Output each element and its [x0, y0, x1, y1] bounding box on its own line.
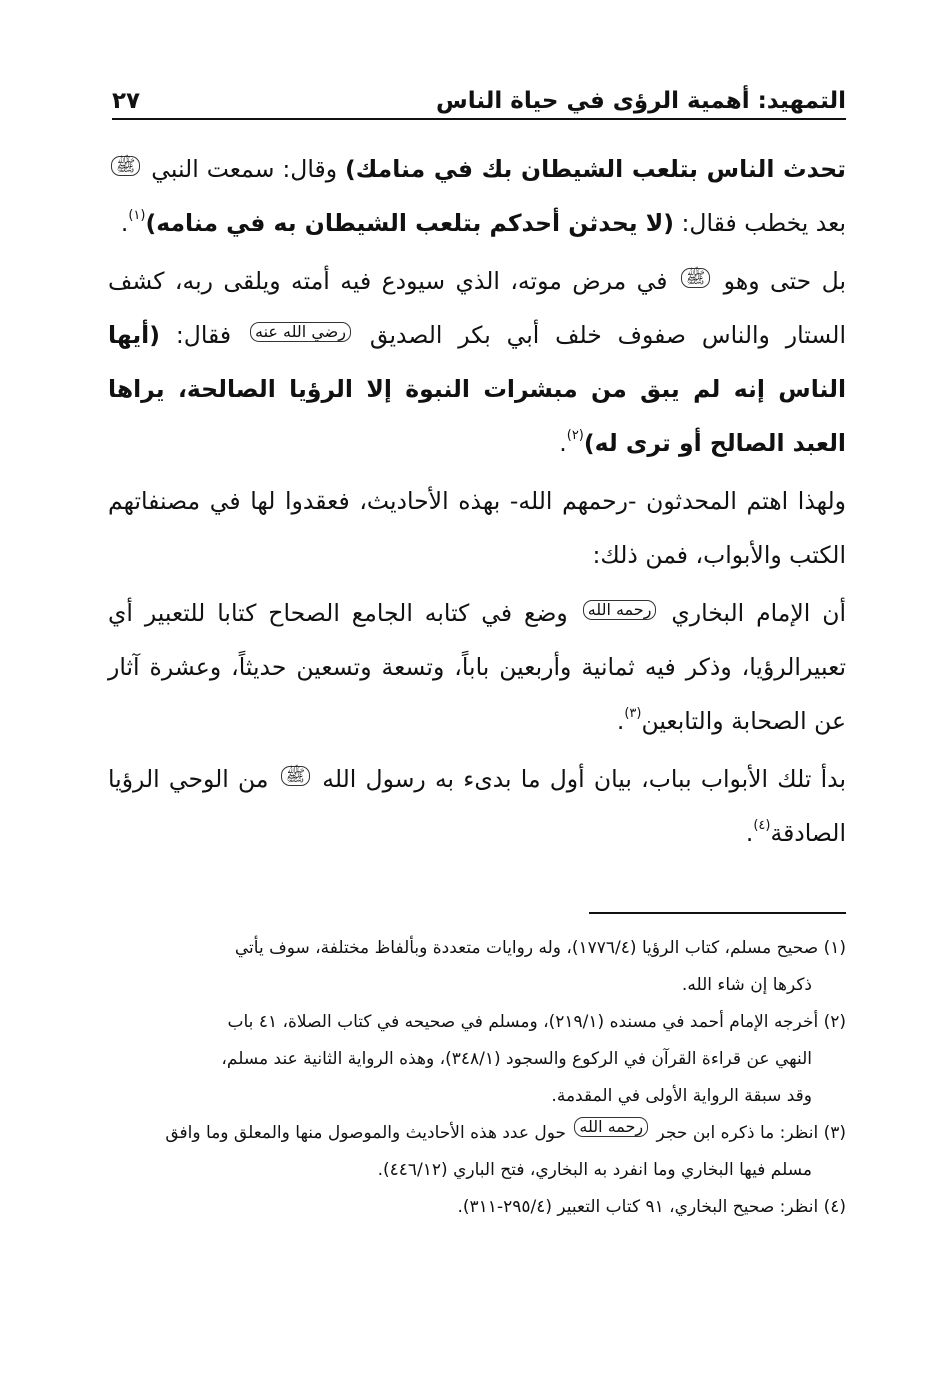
footnote-line: (١) صحيح مسلم، كتاب الرؤيا (١٧٧٦/٤)، وله روايات متعددة وبألفاظ مختلفة، سوف يأتي [234, 938, 846, 958]
footnote-line: حول عدد هذه الأحاديث والموصول منها والمعلق وما وافق [165, 1123, 572, 1143]
salawat-ligature: ﷺ [681, 268, 710, 288]
text-run: بدأ تلك الأبواب بباب، بيان أول ما بدىء به رسول الله [313, 765, 846, 793]
footnote-line: (٤) انظر: صحيح البخاري، ٩١ كتاب التعبير (٢٩٥/٤-٣١١). [457, 1197, 846, 1217]
footnote-line: (٢) أخرجه الإمام أحمد في مسنده (٢١٩/١)، ومسلم في صحيحه في كتاب الصلاة، ٤١ باب [227, 1012, 846, 1032]
hadith-quote: (أيها الناس إنه لم يبق من مبشرات النبوة إلا الرؤيا الصالحة، يراها العبد الصالح أو ترى له) [108, 321, 846, 457]
hadith-quote: (لا يحدثن أحدكم بتلعب الشيطان به في منامه) [145, 209, 675, 237]
footnote-3 [108, 1115, 846, 1152]
salawat-ligature: ﷺ [111, 156, 140, 176]
text-run: فقال: [159, 321, 247, 349]
footnote-4 [108, 1189, 846, 1226]
main-text [108, 142, 846, 864]
footnote-ref-2[interactable]: (٢) [566, 428, 584, 443]
footnote-3-cont [108, 1152, 846, 1189]
paragraph-2 [108, 254, 846, 470]
paragraph-4 [108, 586, 846, 748]
footnote-2-cont [108, 1078, 846, 1115]
text-run: وقال: سمعت النبي [143, 155, 346, 183]
footnotes [108, 930, 846, 1226]
text-run: من الوحي الرؤيا الصادقة [108, 765, 846, 847]
text-run: بعد يخطب فقال: [674, 209, 846, 237]
footnote-ref-1[interactable]: (١) [128, 208, 146, 223]
footnote-2 [108, 1004, 846, 1041]
rahimahullah-ligature: رحمه الله [583, 600, 657, 620]
text-run: . [120, 209, 129, 237]
footnote-line: النهي عن قراءة القرآن في الركوع والسجود (٣٤٨/١)، وهذه الرواية الثانية عند مسلم، [221, 1049, 812, 1069]
paragraph-1 [108, 142, 846, 250]
footnote-ref-4[interactable]: (٤) [753, 818, 771, 833]
header-title: التمهيد: أهمية الرؤى في حياة الناس [435, 88, 846, 114]
bold-quote: تحدث الناس بتلعب الشيطان بك في منامك) [345, 155, 846, 183]
footnote-ref-3[interactable]: (٣) [624, 706, 642, 721]
footnote-line: مسلم فيها البخاري وما انفرد به البخاري، فتح الباري (٤٤٦/١٢). [377, 1160, 812, 1180]
footnote-line: (٣) انظر: ما ذكره ابن حجر [651, 1123, 846, 1143]
footnote-line: وقد سبقة الرواية الأولى في المقدمة. [551, 1086, 812, 1106]
footnote-separator [589, 912, 846, 914]
text-run: . [745, 819, 754, 847]
text-run: . [616, 707, 625, 735]
paragraph-3 [108, 474, 846, 582]
page-number: ٢٧ [112, 88, 141, 114]
footnote-1-cont [108, 967, 846, 1004]
running-header [112, 78, 846, 120]
radiallah-ligature: رضي الله عنه [250, 322, 351, 342]
salawat-ligature: ﷺ [281, 766, 310, 786]
text-run: بل حتى وهو [713, 267, 846, 295]
footnote-line: ذكرها إن شاء الله. [681, 975, 812, 995]
text-run: . [559, 429, 567, 457]
paragraph-5 [108, 752, 846, 860]
text-run: وضع في كتابه الجامع الصحاح كتابا للتعبير أي تعبيرالرؤيا، وذكر فيه ثمانية وأربعين باباً، وتسعة وتسعين حديثاً، وعشرة آثار عن الصحابة والتابعين [108, 599, 846, 735]
footnote-2-cont [108, 1041, 846, 1078]
text-run: ولهذا اهتم المحدثون -رحمهم الله- بهذه الأحاديث، فعقدوا لها في مصنفاتهم الكتب والأبواب، فمن ذلك: [108, 487, 846, 569]
text-run: أن الإمام البخاري [659, 599, 846, 627]
footnote-1 [108, 930, 846, 967]
text-run: في مرض موته، الذي سيودع فيه أمته ويلقى ربه، كشف الستار والناس صفوف خلف أبي بكر الصديق [108, 267, 846, 349]
rahimahullah-ligature: رحمه الله [574, 1117, 648, 1137]
